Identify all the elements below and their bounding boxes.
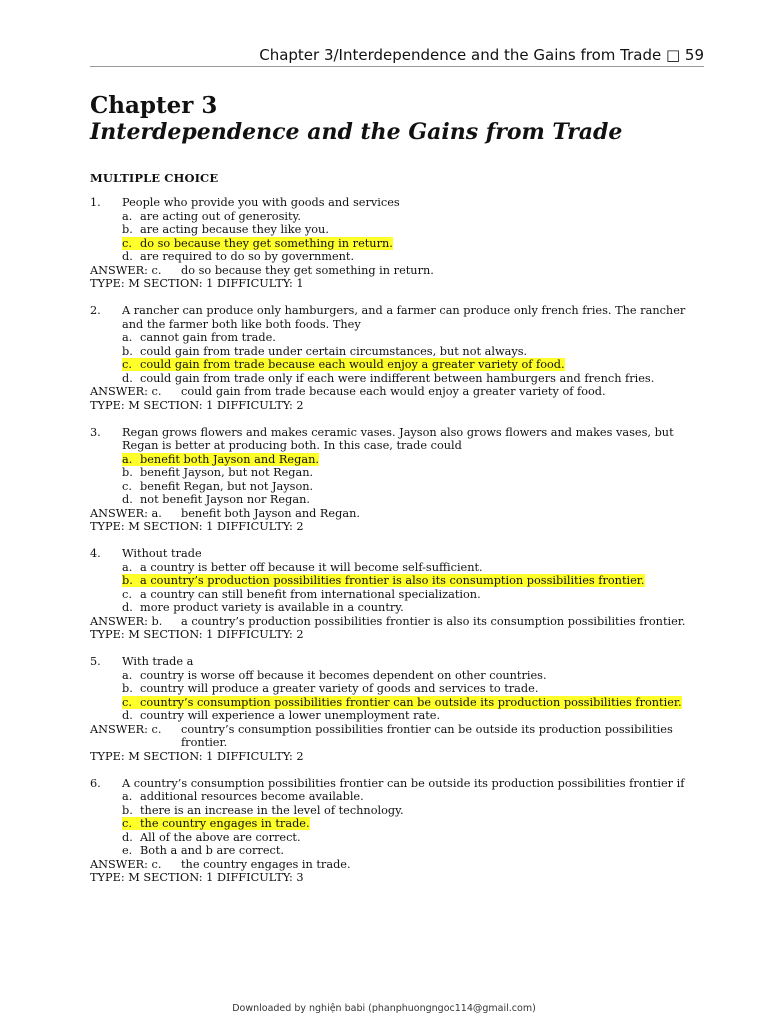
- option-text: country will experience a lower unemployment rate.: [140, 709, 441, 722]
- running-header: Chapter 3/Interdependence and the Gains from Trade □ 59: [259, 46, 704, 64]
- option-letter: c.: [122, 817, 132, 830]
- option-a-correct: [90, 453, 700, 467]
- option-a: [90, 561, 700, 575]
- correct-answer-highlight: [122, 574, 645, 587]
- option-letter: d.: [122, 250, 133, 263]
- option-text: a country can still benefit from international specialization.: [140, 587, 481, 601]
- question-2: [90, 304, 700, 412]
- option-text: cannot gain from trade.: [140, 331, 276, 344]
- question-stem: Regan grows flowers and makes ceramic vases. Jayson also grows flowers and makes vases, but Regan is better at producing both. In this case, trade could: [122, 425, 674, 452]
- option-d: [90, 372, 700, 386]
- option-a: [90, 669, 700, 683]
- header-rule: [90, 66, 704, 67]
- type-line: TYPE: M SECTION: 1 DIFFICULTY: 2: [90, 628, 304, 641]
- option-b-correct: [90, 574, 700, 588]
- option-text: do so because they get something in return.: [140, 236, 393, 250]
- correct-answer-highlight: [122, 453, 319, 466]
- option-text: benefit both Jayson and Regan.: [140, 452, 319, 466]
- option-letter: b.: [122, 682, 133, 695]
- option-a: [90, 331, 700, 345]
- answer-text: benefit both Jayson and Regan.: [181, 506, 360, 520]
- answer-text: country’s consumption possibilities frontier can be outside its production possibilities frontier.: [181, 722, 673, 749]
- option-text: could gain from trade only if each were indifferent between hamburgers and french fries.: [140, 371, 655, 385]
- option-c-correct: [90, 696, 700, 710]
- option-text: the country engages in trade.: [140, 817, 310, 830]
- question-number: 4.: [90, 547, 101, 560]
- option-text: a country is better off because it will become self-sufficient.: [140, 560, 483, 574]
- question-number: 5.: [90, 655, 101, 668]
- option-text: country is worse off because it becomes dependent on other countries.: [140, 668, 547, 682]
- option-c-correct: [90, 358, 700, 372]
- option-text: are required to do so by government.: [140, 250, 355, 263]
- option-d: [90, 709, 700, 723]
- answer-text: the country engages in trade.: [181, 857, 351, 871]
- question-number: 6.: [90, 776, 101, 790]
- type-line: TYPE: M SECTION: 1 DIFFICULTY: 2: [90, 520, 304, 533]
- option-d: [90, 493, 700, 507]
- question-5: [90, 655, 700, 763]
- option-text: are acting out of generosity.: [140, 209, 302, 223]
- question-stem: With trade a: [122, 655, 194, 668]
- answer-label: ANSWER: b.: [90, 614, 163, 628]
- option-text: additional resources become available.: [140, 790, 364, 803]
- option-e: [90, 844, 700, 858]
- answer-label: ANSWER: c.: [90, 857, 162, 871]
- option-letter: d.: [122, 371, 133, 385]
- option-letter: c.: [122, 479, 132, 493]
- option-text: country will produce a greater variety of goods and services to trade.: [140, 682, 539, 695]
- answer-line: [90, 507, 700, 521]
- correct-answer-highlight: [122, 696, 682, 709]
- option-letter: d.: [122, 830, 133, 844]
- option-text: not benefit Jayson nor Regan.: [140, 493, 310, 506]
- answer-text: a country’s production possibilities frontier is also its consumption possibilities frontier.: [181, 614, 686, 628]
- correct-answer-highlight: [122, 237, 393, 250]
- option-text: benefit Jayson, but not Regan.: [140, 466, 314, 479]
- answer-label: ANSWER: a.: [90, 506, 162, 520]
- question-6: [90, 777, 700, 885]
- option-letter: a.: [122, 452, 133, 466]
- correct-answer-highlight: [122, 817, 310, 830]
- option-letter: e.: [122, 844, 133, 857]
- question-stem: A country’s consumption possibilities frontier can be outside its production possibilities frontier if: [122, 776, 685, 790]
- answer-line: [90, 615, 700, 629]
- option-letter: a.: [122, 668, 133, 682]
- question-4: [90, 547, 700, 642]
- answer-line: [90, 723, 700, 750]
- option-text: a country’s production possibilities frontier is also its consumption possibilities frontier.: [140, 574, 645, 587]
- answer-label: ANSWER: c.: [90, 263, 162, 277]
- option-letter: b.: [122, 803, 133, 817]
- question-stem: Without trade: [122, 547, 202, 560]
- option-c-correct: [90, 817, 700, 831]
- option-text: benefit Regan, but not Jayson.: [140, 479, 314, 493]
- option-letter: c.: [122, 695, 132, 709]
- option-a: [90, 210, 700, 224]
- option-text: could gain from trade because each would enjoy a greater variety of food.: [140, 358, 565, 371]
- question-stem: A rancher can produce only hamburgers, and a farmer can produce only french fries. The rancher and the farmer both like both foods. They: [122, 304, 686, 331]
- download-footer: Downloaded by nghiện babi (phanphuongngoc114@gmail.com): [232, 1003, 536, 1014]
- option-letter: b.: [122, 466, 133, 479]
- chapter-number: Chapter 3: [90, 92, 218, 119]
- option-b: [90, 682, 700, 696]
- option-letter: b.: [122, 344, 133, 358]
- option-text: All of the above are correct.: [140, 830, 301, 844]
- option-c-correct: [90, 237, 700, 251]
- option-letter: b.: [122, 574, 133, 587]
- question-list: [90, 196, 700, 898]
- option-text: Both a and b are correct.: [140, 844, 284, 857]
- section-heading: MULTIPLE CHOICE: [90, 171, 219, 185]
- type-line: TYPE: M SECTION: 1 DIFFICULTY: 2: [90, 398, 304, 412]
- option-c: [90, 588, 700, 602]
- question-1: [90, 196, 700, 291]
- option-a: [90, 790, 700, 804]
- question-3: [90, 426, 700, 534]
- answer-text: could gain from trade because each would enjoy a greater variety of food.: [181, 385, 606, 398]
- option-text: more product variety is available in a country.: [140, 601, 404, 614]
- option-letter: c.: [122, 587, 132, 601]
- answer-text: do so because they get something in return.: [181, 263, 434, 277]
- option-d: [90, 831, 700, 845]
- option-letter: c.: [122, 236, 132, 250]
- type-line: TYPE: M SECTION: 1 DIFFICULTY: 2: [90, 749, 304, 763]
- chapter-title: Interdependence and the Gains from Trade: [90, 119, 623, 145]
- answer-line: [90, 858, 700, 872]
- option-letter: a.: [122, 560, 133, 574]
- option-d: [90, 601, 700, 615]
- answer-label: ANSWER: c.: [90, 722, 162, 736]
- question-number: 1.: [90, 196, 101, 209]
- option-d: [90, 250, 700, 264]
- answer-line: [90, 385, 700, 399]
- option-letter: c.: [122, 358, 132, 371]
- question-stem: People who provide you with goods and services: [122, 196, 400, 209]
- option-text: could gain from trade under certain circumstances, but not always.: [140, 344, 528, 358]
- answer-line: [90, 264, 700, 278]
- option-letter: d.: [122, 493, 133, 506]
- option-text: country’s consumption possibilities frontier can be outside its production possibilities frontier.: [140, 695, 682, 709]
- option-letter: a.: [122, 209, 133, 223]
- question-number: 2.: [90, 304, 101, 317]
- option-letter: a.: [122, 331, 133, 344]
- option-b: [90, 345, 700, 359]
- option-b: [90, 466, 700, 480]
- option-letter: a.: [122, 790, 133, 803]
- type-line: TYPE: M SECTION: 1 DIFFICULTY: 3: [90, 871, 304, 884]
- option-letter: b.: [122, 223, 133, 236]
- answer-label: ANSWER: c.: [90, 385, 162, 398]
- option-b: [90, 223, 700, 237]
- option-b: [90, 804, 700, 818]
- option-text: are acting because they like you.: [140, 223, 329, 236]
- option-c: [90, 480, 700, 494]
- option-text: there is an increase in the level of technology.: [140, 803, 404, 817]
- option-letter: d.: [122, 601, 133, 614]
- type-line: TYPE: M SECTION: 1 DIFFICULTY: 1: [90, 277, 304, 290]
- correct-answer-highlight: [122, 358, 565, 371]
- question-number: 3.: [90, 425, 101, 439]
- option-letter: d.: [122, 709, 133, 722]
